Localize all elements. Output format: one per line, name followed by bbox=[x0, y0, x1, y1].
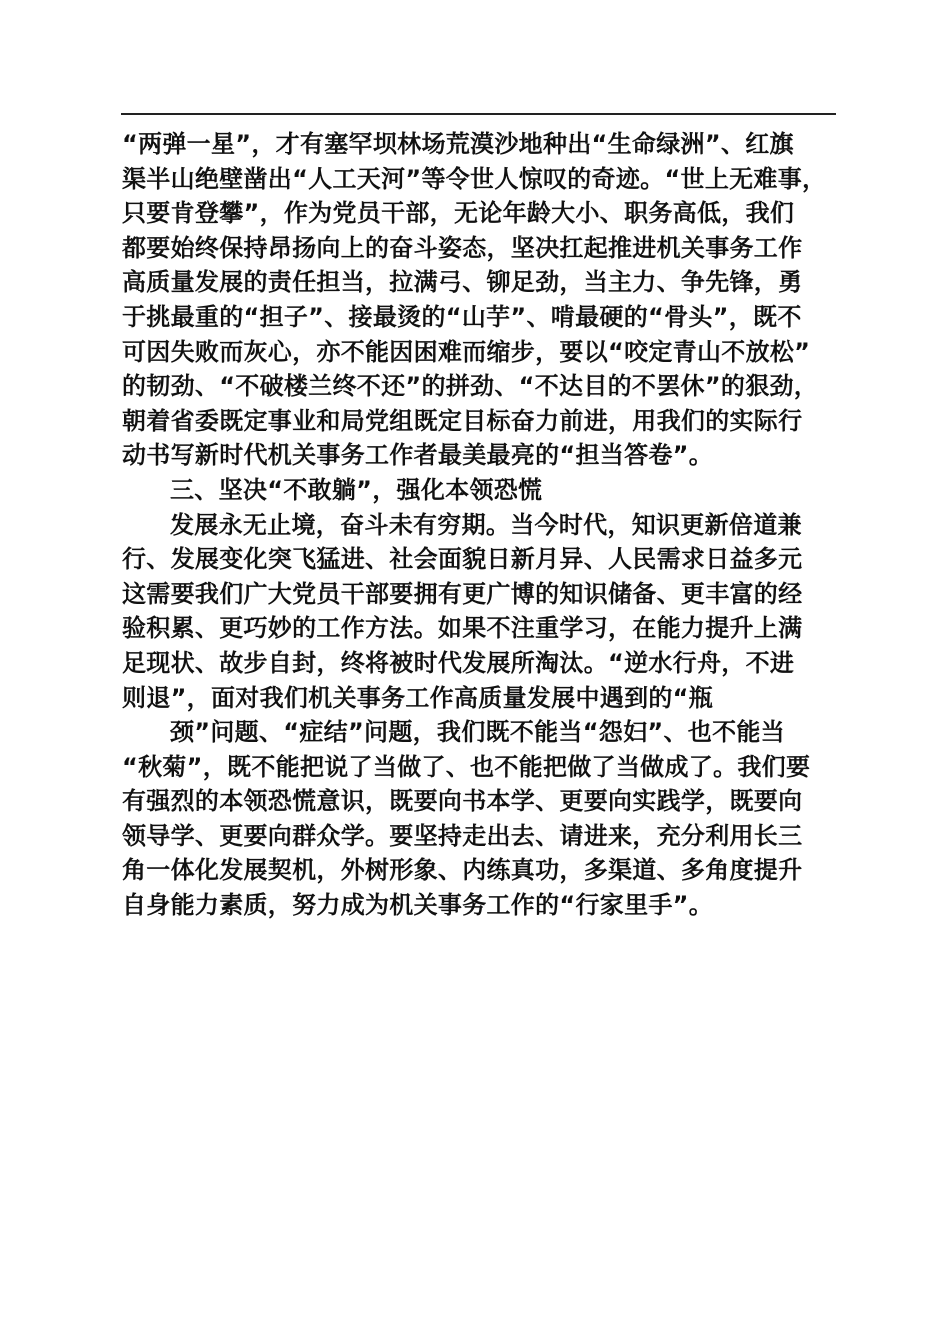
text-line: 行、发展变化突飞猛进、社会面貌日新月异、人民需求日益多元 bbox=[122, 545, 803, 574]
text-line: 领导学、更要向群众学。要坚持走出去、请进来，充分利用长三 bbox=[122, 821, 803, 850]
text-line: “秋菊”，既不能把说了当做了、也不能把做了当做成了。我们要 bbox=[122, 752, 811, 781]
text-line: 动书写新时代机关事务工作者最美最亮的“担当答卷”。 bbox=[122, 441, 714, 470]
text-line: 可因失败而灰心，亦不能因困难而缩步，要以“咬定青山不放松” bbox=[122, 337, 811, 366]
text-line: 足现状、故步自封，终将被时代发展所淘汰。“逆水行舟，不进 bbox=[122, 648, 795, 677]
text-line: 发展永无止境，奋斗未有穷期。当今时代，知识更新倍道兼 bbox=[170, 510, 802, 539]
text-line: 的韧劲、“不破楼兰终不还”的拼劲、“不达目的不罢休”的狠劲， bbox=[122, 372, 819, 401]
text-line: 渠半山绝壁凿出“人工天河”等令世人惊叹的奇迹。“世上无难事， bbox=[122, 164, 827, 193]
section-heading: 三、坚决“不敢躺”，强化本领恐慌 bbox=[170, 475, 543, 504]
header-rule bbox=[121, 113, 836, 115]
text-line: “两弹一星”，才有塞罕坝林场荒漠沙地种出“生命绿洲”、红旗 bbox=[122, 130, 794, 158]
text-line: 都要始终保持昂扬向上的奋斗姿态，坚决扛起推进机关事务工作 bbox=[122, 233, 803, 262]
text-line: 于挑最重的“担子”、接最烫的“山芋”、啃最硬的“骨头”，既不 bbox=[122, 302, 802, 331]
text-line: 这需要我们广大党员干部要拥有更广博的知识储备、更丰富的经 bbox=[122, 579, 803, 608]
text-line: 则退”，面对我们机关事务工作高质量发展中遇到的“瓶 bbox=[122, 683, 714, 712]
text-line: 验积累、更巧妙的工作方法。如果不注重学习，在能力提升上满 bbox=[122, 614, 803, 643]
text-line: 角一体化发展契机，外树形象、内练真功，多渠道、多角度提升 bbox=[122, 856, 803, 885]
text-line: 高质量发展的责任担当，拉满弓、铆足劲，当主力、争先锋，勇 bbox=[122, 268, 803, 297]
text-line: 朝着省委既定事业和局党组既定目标奋力前进，用我们的实际行 bbox=[122, 406, 803, 435]
text-line: 自身能力素质，努力成为机关事务工作的“行家里手”。 bbox=[122, 891, 714, 920]
text-line: 只要肯登攀”，作为党员干部，无论年龄大小、职务高低，我们 bbox=[122, 199, 795, 228]
text-line: 有强烈的本领恐慌意识，既要向书本学、更要向实践学，既要向 bbox=[122, 787, 803, 816]
text-line: 颈”问题、“症结”问题，我们既不能当“怨妇”、也不能当 bbox=[170, 718, 785, 747]
body-text bbox=[122, 127, 838, 923]
